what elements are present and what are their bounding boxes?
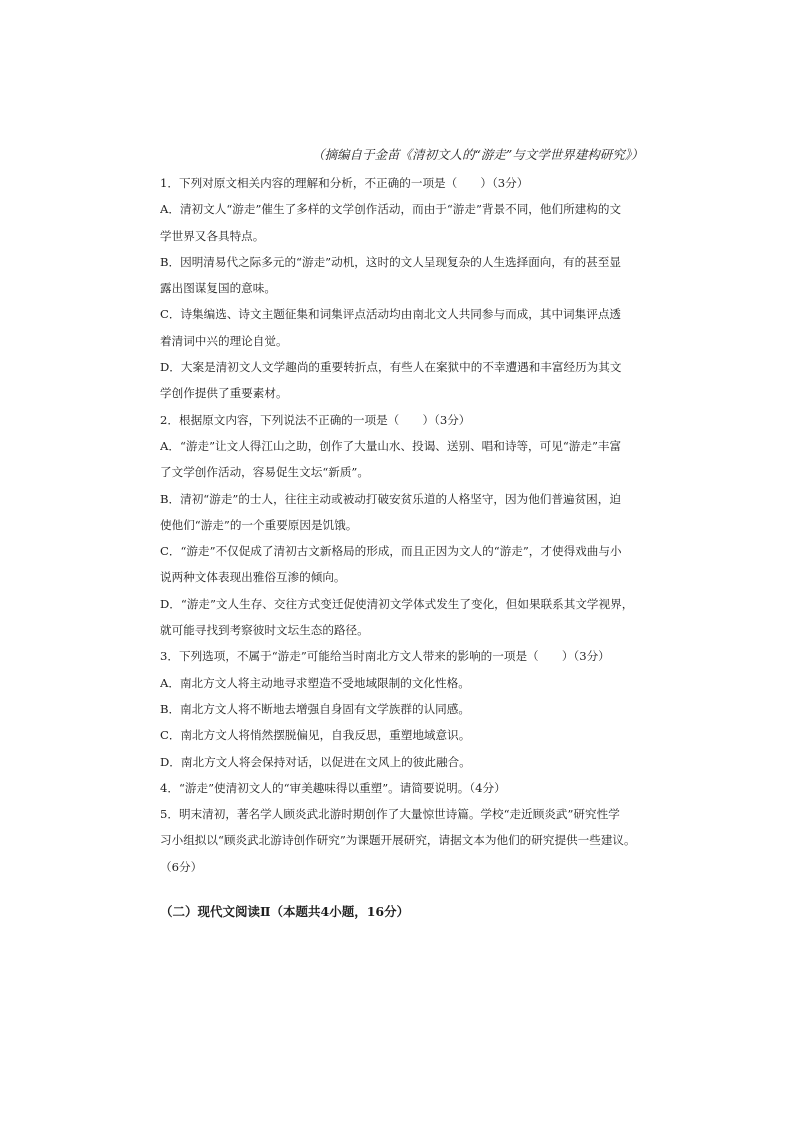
text-line: 4．“游走”使清初文人的“审美趣味得以重塑”。请简要说明。（4分） [160, 780, 506, 795]
text-line: D．南北方文人将会保持对话，以促进在文风上的彼此融合。 [160, 754, 471, 769]
text-line: B．清初“游走”的士人，往往主动或被动打破安贫乐道的人格坚守，因为他们普遍贫困，迫 [160, 491, 621, 506]
text-line: B．因明清易代之际多元的“游走”动机，这时的文人呈现复杂的人生选择面向，有的甚至显 [160, 254, 621, 269]
text-line: D．“游走”文人生存、交往方式变迁促使清初文学体式发生了变化，但如果联系其文学视界， [160, 596, 634, 611]
source-citation: （摘编自于金苗《清初文人的“游走”与文学世界建构研究》） [312, 147, 644, 162]
text-line: B．南北方文人将不断地去增强自身固有文学族群的认同感。 [160, 701, 470, 716]
text-line: 2．根据原文内容，下列说法不正确的一项是（ ）（3分） [160, 412, 471, 427]
text-line: C．诗集编选、诗文主题征集和词集评点活动均由南北文人共同参与而成，其中词集评点透 [160, 307, 622, 322]
text-line: 1．下列对原文相关内容的理解和分析，不正确的一项是（ ）（3分） [160, 176, 529, 190]
text-line: 3．下列选项，不属于“游走”可能给当时南北方文人带来的影响的一项是（ ）（3分） [160, 649, 610, 664]
text-line: C．南北方文人将悄然摆脱偏见，自我反思，重塑地域意识。 [160, 728, 471, 743]
text-line: A．南北方文人将主动地寻求塑造不受地域限制的文化性格。 [160, 675, 470, 690]
text-line: 着清词中兴的理论自觉。 [160, 333, 288, 348]
section-heading: （二）现代文阅读Ⅱ（本题共4小题，16分） [160, 904, 410, 919]
text-line: 学创作提供了重要素材。 [160, 386, 288, 401]
text-line: C．“游走”不仅促成了清初古文新格局的形成，而且正因为文人的“游走”，才使得戏曲与小 [160, 544, 622, 559]
text-line: A．清初文人“游走”催生了多样的文学创作活动，而由于“游走”背景不同，他们所建构的文 [160, 202, 622, 217]
text-line: （6分） [160, 859, 203, 874]
text-line: 就可能寻找到考察彼时文坛生态的路径。 [160, 623, 369, 638]
text-line: D．大案是清初文人文学趣尚的重要转折点，有些人在案狱中的不幸遭遇和丰富经历为其文 [160, 360, 622, 375]
text-line: 使他们“游走”的一个重要原因是饥饿。 [160, 517, 358, 532]
text-line: 说两种文体表现出雅俗互渗的倾向。 [160, 570, 346, 585]
text-line: 露出图谋复国的意味。 [160, 281, 276, 296]
text-line: A．“游走”让文人得江山之助，创作了大量山水、投谒、送别、唱和诗等，可见“游走”丰富 [160, 438, 622, 453]
text-line: 了文学创作活动，容易促生文坛“新质”。 [160, 465, 369, 480]
text-line: 5．明末清初，著名学人顾炎武北游时期创作了大量惊世诗篇。学校“走近顾炎武”研究性学 [160, 807, 620, 822]
question-body [160, 170, 650, 880]
text-line: 学世界又各具特点。 [160, 228, 265, 243]
text-line: 习小组拟以“顾炎武北游诗创作研究”为课题开展研究，请据文本为他们的研究提供一些建议。 [160, 833, 636, 848]
